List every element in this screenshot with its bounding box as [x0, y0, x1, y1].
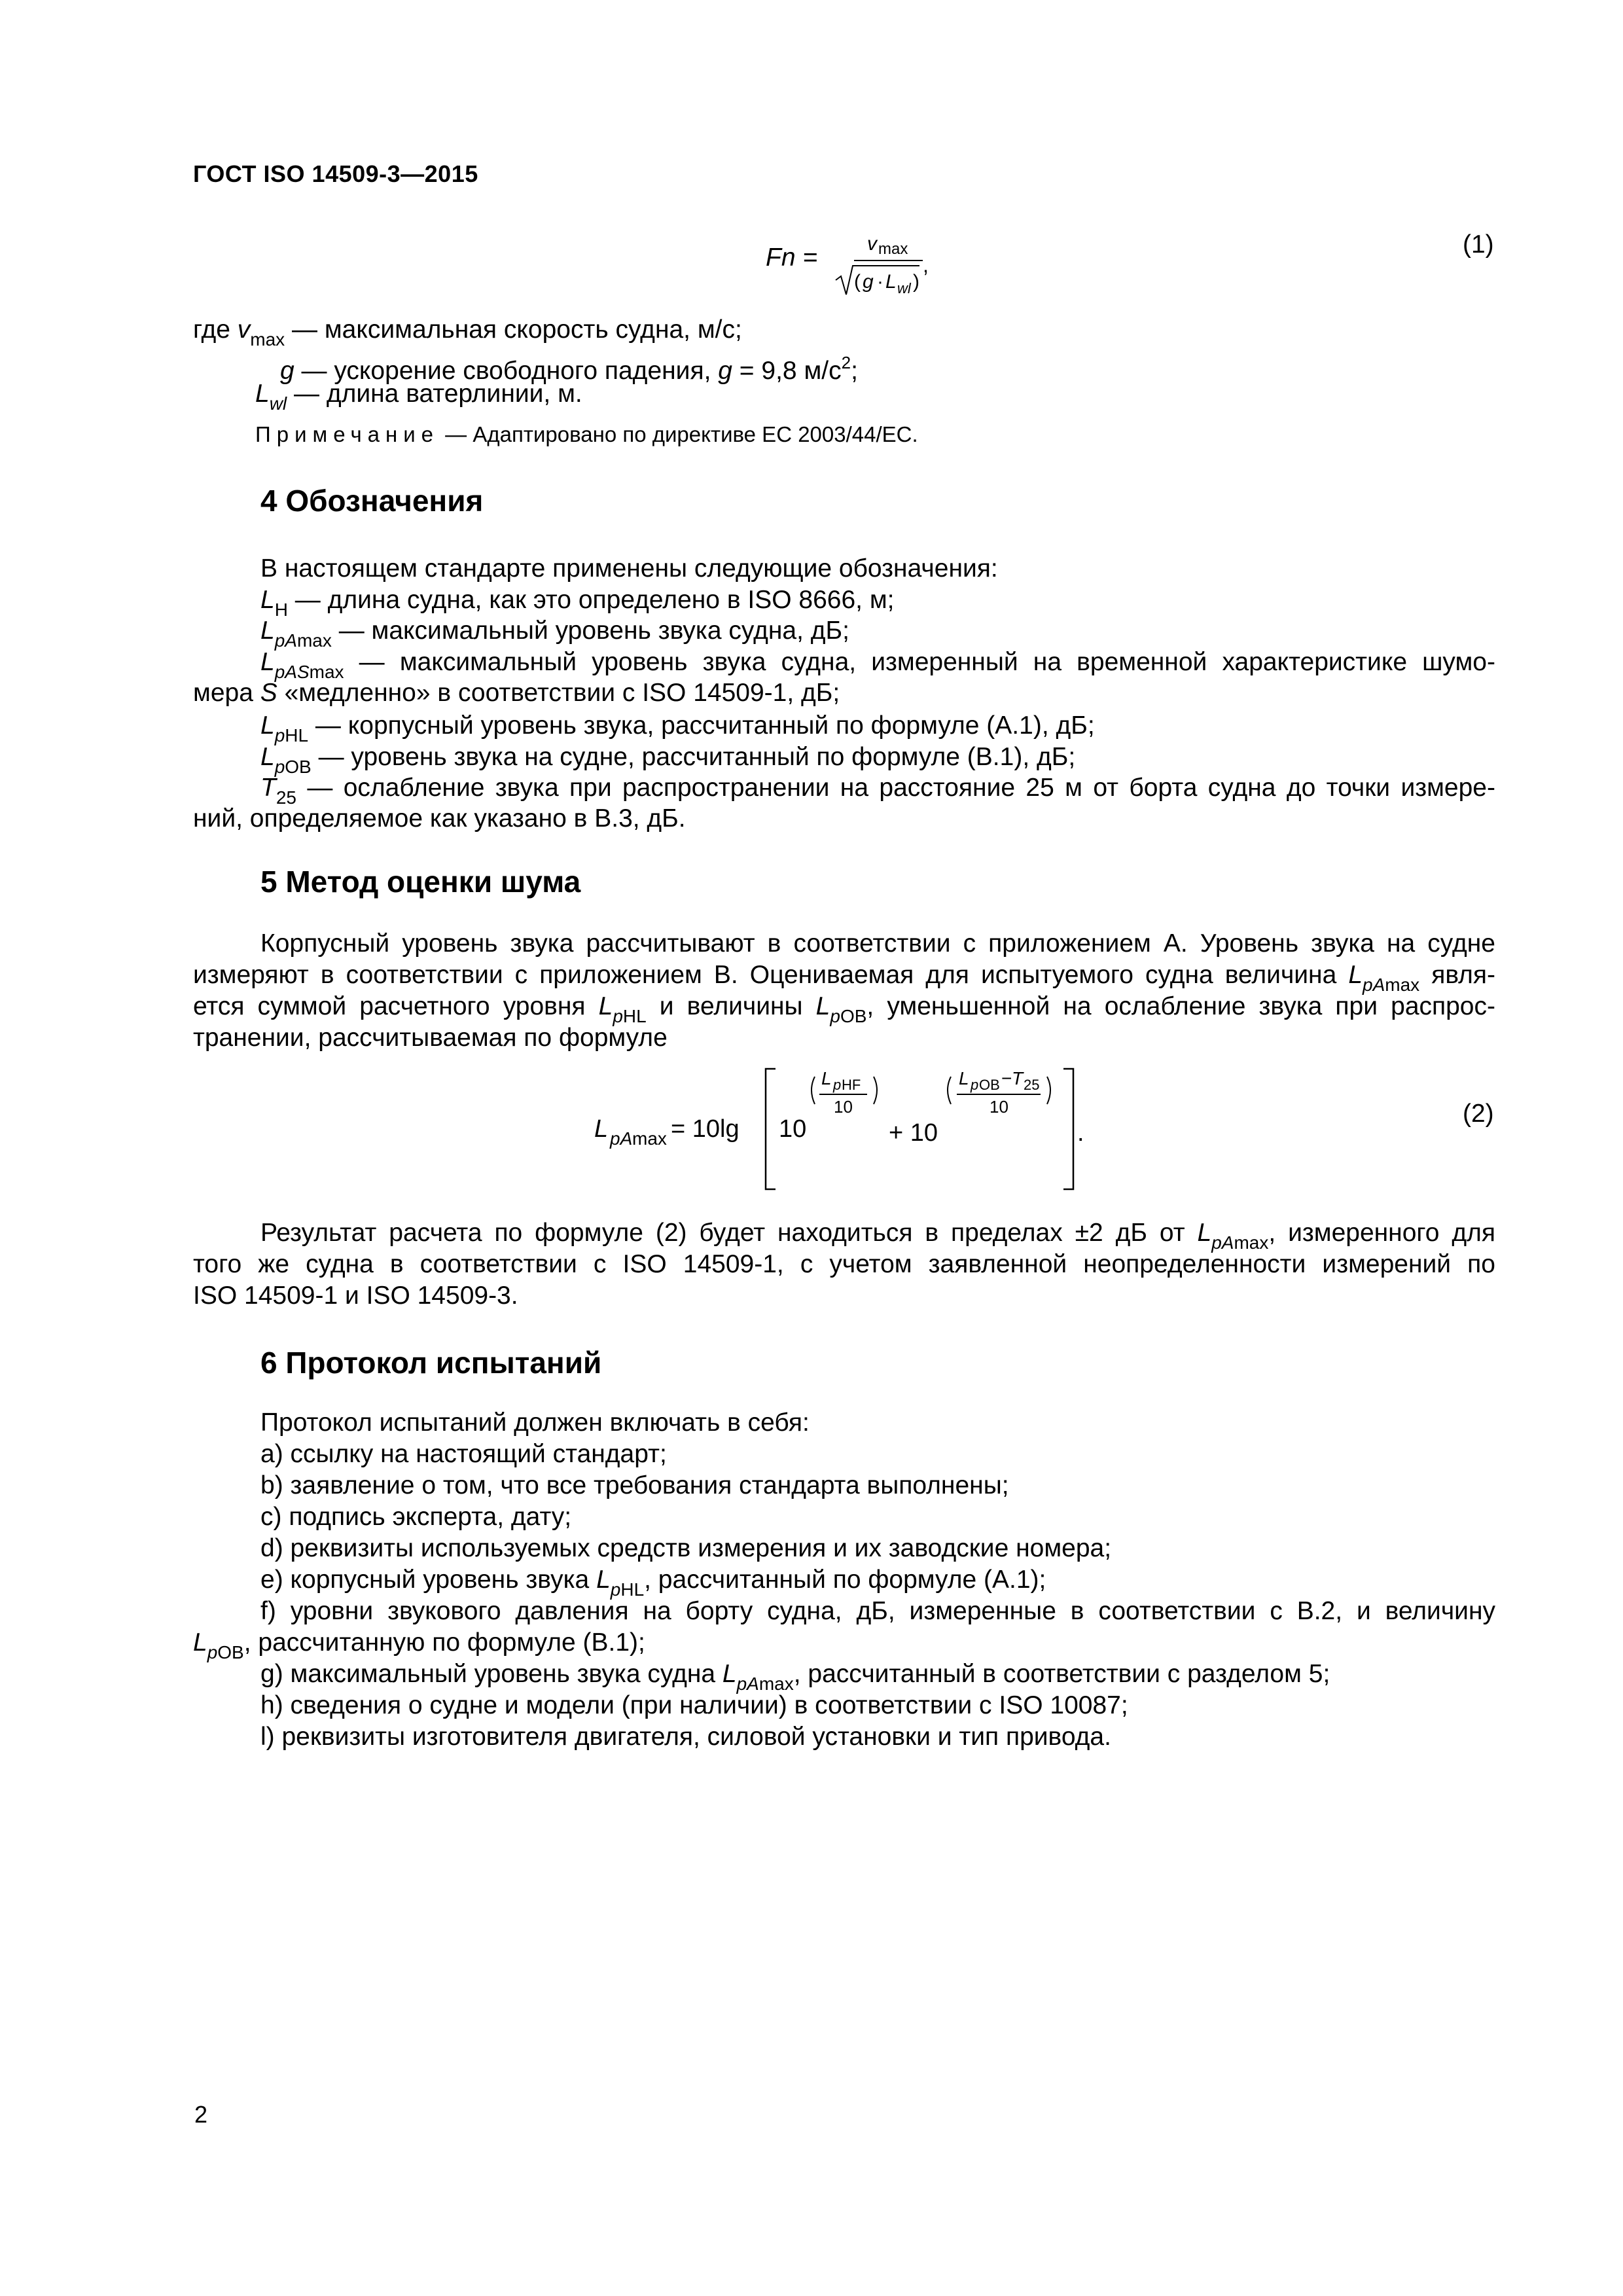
section-5-p1-line-3: ется суммой расчетного уровня $L_{pHL}$ и величины $L_{pOB}$, уменьшенной на ослабление звука при распрос- — [193, 992, 1495, 1026]
eq1-den-L: L — [885, 271, 897, 293]
svg-text:.: . — [1077, 1119, 1084, 1147]
symbol-LpASmax-cont: мера S «медленно» в соответствии с ISO 14509-1, дБ; — [193, 679, 840, 707]
svg-text:−: − — [1001, 1068, 1012, 1088]
eq1-lhs: Fn = — [766, 243, 818, 272]
where-line-3: $L_{wl}$ — длина ватерлинии, м. — [255, 380, 582, 414]
eq1-den-dot: · — [877, 271, 883, 293]
section-5-p2-line-3: ISO 14509-1 и ISO 14509-3. — [193, 1282, 518, 1310]
svg-text:): ) — [913, 271, 919, 293]
svg-text:10: 10 — [990, 1097, 1008, 1117]
note — [255, 422, 918, 447]
eq1-den-L-sub: wl — [897, 280, 911, 296]
svg-text:(: ( — [854, 271, 861, 293]
svg-text:max: max — [632, 1128, 667, 1149]
document-header: ГОСТ ISO 14509-3—2015 — [193, 160, 478, 187]
section-5-p2-line-2: того же судна в соответствии с ISO 14509-1, с учетом заявленной неопределенности измерений по — [193, 1250, 1495, 1278]
symbol-LpASmax: $L_{pASmax}$ — максимальный уровень звука судна, измеренный на временной характеристике шумо- — [260, 648, 1495, 682]
equation-1-number: (1) — [1463, 230, 1494, 259]
list-item-f-cont: $L_{pOB}$, рассчитанную по формуле (В.1); — [193, 1628, 645, 1662]
section-4-intro: В настоящем стандарте применены следующие обозначения: — [260, 554, 998, 583]
section-6-intro: Протокол испытаний должен включать в себя: — [260, 1408, 810, 1437]
eq1-fraction — [828, 229, 959, 301]
symbol-LpAmax: $L_{pAmax}$ — максимальный уровень звука судна, дБ; — [260, 617, 849, 651]
svg-text:L: L — [959, 1068, 969, 1088]
svg-text:HF: HF — [842, 1077, 861, 1093]
svg-text:pA: pA — [610, 1128, 633, 1149]
symbol-LH: $L_H$ — длина судна, как это определено в ISO 8666, м; — [260, 586, 895, 620]
section-5-p1-line-1: Корпусный уровень звука рассчитывают в соответствии с приложением А. Уровень звука на судне — [260, 929, 1495, 958]
svg-text:OB: OB — [979, 1077, 1000, 1093]
symbol-LpOB: $L_{pOB}$ — уровень звука на судне, рассчитанный по формуле (В.1), дБ; — [260, 743, 1076, 777]
eq1-den-g: g — [863, 271, 874, 293]
page-number: 2 — [194, 2101, 208, 2128]
list-item-f: f) уровни звукового давления на борту судна, дБ, измеренные в соответствии с В.2, и величину — [260, 1597, 1495, 1625]
equation-2-number: (2) — [1463, 1100, 1494, 1128]
where-line-1: где $v_{max}$ — максимальная скорость судна, м/с; — [193, 315, 742, 350]
equation-2 — [589, 1064, 1152, 1194]
svg-text:p: p — [833, 1077, 842, 1093]
list-item-b: b) заявление о том, что все требования стандарта выполнены; — [260, 1471, 1009, 1499]
section-6-title: 6 Протокол испытаний — [260, 1346, 602, 1380]
eq1-num-var: v — [867, 233, 877, 255]
svg-text:25: 25 — [1024, 1077, 1040, 1093]
svg-text:10: 10 — [834, 1097, 853, 1117]
svg-text:T: T — [1012, 1068, 1024, 1088]
section-5-title: 5 Метод оценки шума — [260, 865, 581, 899]
list-item-c: c) подпись эксперта, дату; — [260, 1503, 572, 1531]
eq2-left-bracket — [766, 1069, 776, 1189]
list-item-e: e) корпусный уровень звука $L_{pHL}$, рассчитанный по формуле (А.1); — [260, 1566, 1046, 1600]
symbol-T25-cont: ний, определяемое как указано в В.3, дБ. — [193, 804, 686, 833]
section-5-p1-line-2: измеряют в соответствии с приложением В. Оцениваемая для испытуемого судна величина $L_{pAmax}$ явля- — [193, 961, 1496, 995]
section-5-p1-line-4: транении, рассчитываемая по формуле — [193, 1024, 668, 1052]
svg-text:10: 10 — [779, 1115, 807, 1143]
svg-text:= 10lg: = 10lg — [671, 1115, 740, 1143]
equation-1 — [766, 229, 962, 301]
svg-text:L: L — [594, 1115, 609, 1143]
symbol-T25: $T_{25}$ — ослабление звука при распространении на расстояние 25 м от борта судна до точки измере- — [260, 774, 1495, 808]
svg-text:p: p — [971, 1077, 979, 1093]
section-4-title: 4 Обозначения — [260, 484, 484, 518]
list-item-l: l) реквизиты изготовителя двигателя, силовой установки и тип привода. — [260, 1723, 1111, 1751]
list-item-g: g) максимальный уровень звука судна $L_{pAmax}$, рассчитанный в соответствии с разделом 5; — [260, 1660, 1330, 1694]
list-item-a: a) ссылку на настоящий стандарт; — [260, 1440, 667, 1468]
note-label: Примечание — [255, 422, 440, 446]
svg-text:+ 10: + 10 — [889, 1119, 938, 1147]
svg-text:L: L — [821, 1068, 832, 1088]
eq2-right-bracket — [1063, 1069, 1073, 1189]
list-item-h: h) сведения о судне и модели (при наличии) в соответствии с ISO 10087; — [260, 1691, 1128, 1719]
symbol-LpHL: $L_{pHL}$ — корпусный уровень звука, рассчитанный по формуле (А.1), дБ; — [260, 711, 1095, 745]
note-text: — Адаптировано по директиве ЕС 2003/44/ЕС. — [439, 422, 918, 446]
eq1-num-sub: max — [878, 240, 908, 258]
eq1-comma: , — [923, 253, 929, 277]
where-line-2: g — ускорение свободного падения, g = 9,8 $м/с^2$; — [280, 353, 858, 385]
list-item-d: d) реквизиты используемых средств измерения и их заводские номера; — [260, 1534, 1112, 1562]
section-5-p2-line-1: Результат расчета по формуле (2) будет находиться в пределах ±2 дБ от $L_{pAmax}$, измеренного для — [260, 1219, 1496, 1253]
